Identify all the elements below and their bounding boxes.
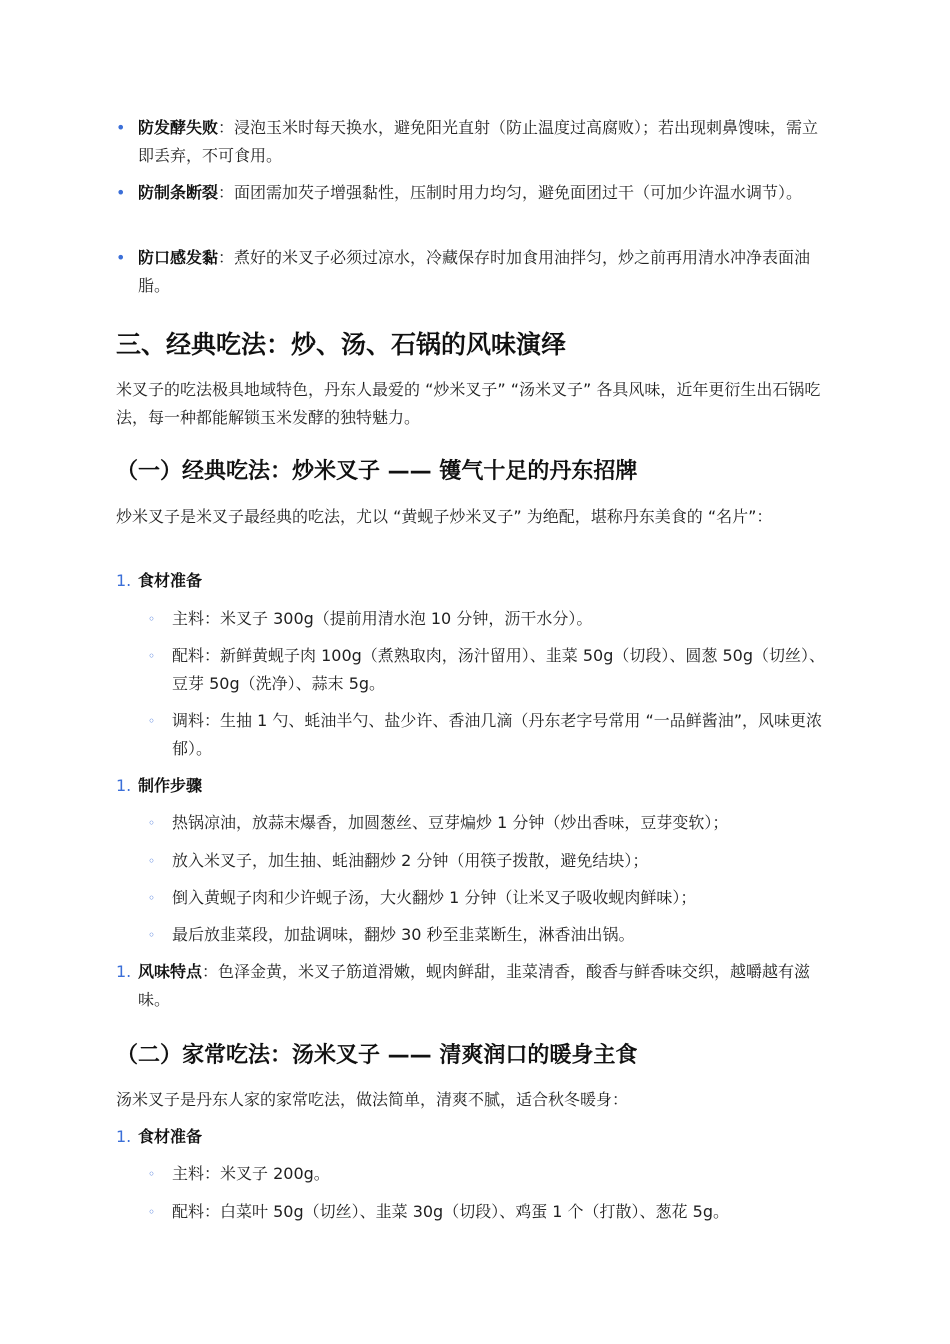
numbered-item [116,1123,836,1151]
item-label: 防口感发黏 [138,248,219,267]
item-text: ：面团需加芡子增强黏性，压制时用力均匀，避免面团过干（可加少许温水调节）。 [218,183,803,202]
subsection-intro: 汤米叉子是丹东人家的家常吃法，做法简单，清爽不腻，适合秋冬暖身： [116,1090,629,1109]
circle-marker: ◦ [148,816,156,830]
subsection-intro: 炒米叉子是米叉子最经典的吃法，尤以 “黄蚬子炒米叉子” 为绝配，堪称丹东美食的 “名片”： [116,507,773,526]
sub-list-item [148,707,836,763]
sub-list-item [148,847,836,875]
item-text: 主料：米叉子 300g（提前用清水泡 10 分钟，沥干水分）。 [172,609,593,628]
item-text: ：色泽金黄，米叉子筋道滑嫩，蚬肉鲜甜，韭菜清香，酸香与鲜香味交织，越嚼越有滋味。 [138,962,811,1009]
item-label: 食材准备 [138,1127,203,1146]
section-intro: 米叉子的吃法极具地域特色，丹东人最爱的 “炒米叉子” “汤米叉子” 各具风味，近年更衍生出石锅吃法，每一种都能解锁玉米发酵的独特魅力。 [116,380,821,427]
section-heading: 三、经典吃法：炒、汤、石锅的风味演绎 [116,330,567,359]
item-label: 制作步骤 [138,776,203,795]
sub-list-item [148,605,836,633]
numbered-item [116,772,836,800]
item-label: 风味特点 [138,962,203,981]
number-marker: 1. [116,571,132,590]
item-text: 最后放韭菜段，加盐调味，翻炒 30 秒至韭菜断生，淋香油出锅。 [172,925,635,944]
number-marker: 1. [116,962,132,981]
item-text: 调料：生抽 1 勺、蚝油半勺、盐少许、香油几滴（丹东老字号常用 “一品鲜酱油”，风味更浓郁）。 [172,711,823,758]
item-label: 食材准备 [138,571,203,590]
item-text: 主料：米叉子 200g。 [172,1164,330,1183]
bullet-marker: • [116,183,126,202]
sub-list-item [148,1160,836,1188]
circle-marker: ◦ [148,612,156,626]
bullet-marker: • [116,248,126,267]
bullet-marker: • [116,118,126,137]
item-text: ：浸泡玉米时每天换水，避免阳光直射（防止温度过高腐败）；若出现刺鼻馊味，需立即丢弃，不可食用。 [138,118,819,165]
sub-list-item [148,1198,836,1226]
subsection-heading: （一）经典吃法：炒米叉子 —— 镬气十足的丹东招牌 [116,459,638,484]
item-label: 防制条断裂 [138,183,219,202]
numbered-item [116,567,836,595]
sub-list-item [148,642,836,698]
list-item [116,244,836,300]
sub-list-item [148,809,836,837]
list-item [116,114,836,170]
item-text: 放入米叉子，加生抽、蚝油翻炒 2 分钟（用筷子拨散，避免结块）； [172,851,649,870]
list-item [116,179,836,207]
circle-marker: ◦ [148,928,156,942]
item-text: 热锅凉油，放蒜末爆香，加圆葱丝、豆芽煸炒 1 分钟（炒出香味，豆芽变软）； [172,813,729,832]
sub-list-item [148,921,836,949]
subsection-heading: （二）家常吃法：汤米叉子 —— 清爽润口的暖身主食 [116,1043,638,1068]
number-marker: 1. [116,1127,132,1146]
item-text: 配料：新鲜黄蚬子肉 100g（煮熟取肉，汤汁留用）、韭菜 50g（切段）、圆葱 50g（切丝）、豆芽 50g（洗净）、蒜末 5g。 [172,646,825,693]
sub-list-item [148,884,836,912]
circle-marker: ◦ [148,1167,156,1181]
item-text: 倒入黄蚬子肉和少许蚬子汤，大火翻炒 1 分钟（让米叉子吸收蚬肉鲜味）； [172,888,697,907]
item-text: ：煮好的米叉子必须过凉水，冷藏保存时加食用油拌匀，炒之前再用清水冲净表面油脂。 [138,248,811,295]
circle-marker: ◦ [148,891,156,905]
number-marker: 1. [116,776,132,795]
circle-marker: ◦ [148,649,156,663]
item-label: 防发酵失败 [138,118,219,137]
numbered-item [116,958,836,1014]
circle-marker: ◦ [148,854,156,868]
circle-marker: ◦ [148,714,156,728]
circle-marker: ◦ [148,1205,156,1219]
item-text: 配料：白菜叶 50g（切丝）、韭菜 30g（切段）、鸡蛋 1 个（打散）、葱花 5g。 [172,1202,729,1221]
